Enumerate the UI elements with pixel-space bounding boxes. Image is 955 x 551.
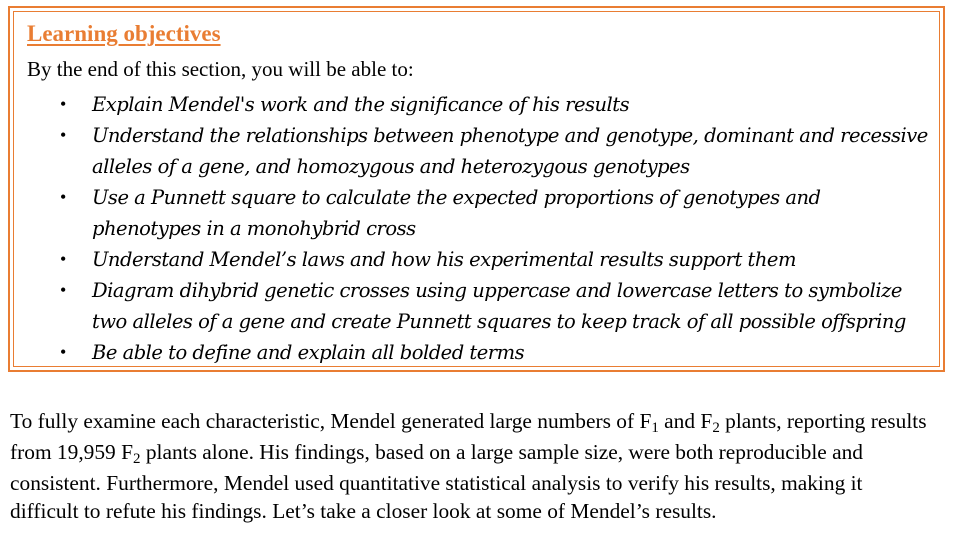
objective-item [58,244,928,275]
bullet-icon: • [60,187,66,207]
objective-item [58,120,928,182]
objective-item [58,182,928,244]
learning-objectives-box [8,6,945,372]
bullet-icon: • [60,94,66,114]
subscript-1: 1 [651,419,659,436]
paragraph-text: plants, reporting results from 19,959 F [10,409,927,464]
objective-text: Diagram dihybrid genetic crosses using uppercase and lowercase letters to symbolize two alleles of a gene and create Punnett squares to keep track of all possible offspring [92,279,906,333]
learning-objectives-title: Learning objectives [27,21,221,46]
objective-text: Be able to define and explain all bolded terms [92,341,525,364]
paragraph-text: To fully examine each characteristic, Mendel generated large numbers of F [10,409,652,433]
objective-item [58,337,928,368]
paragraph-text: and F [658,409,713,433]
bullet-icon: • [60,249,66,269]
learning-objectives-list [58,89,928,368]
bullet-icon: • [60,280,66,300]
subscript-2: 2 [133,450,141,467]
paragraph-text: plants alone. His findings, based on a large sample size, were both reproducible and consistent. Furthermore, Mendel used quantitative statistical analysis to verify his results, making it difficult to refute his findings. Let’s take a closer look at some of Mendel’s results. [10,440,864,523]
objective-text: Understand the relationships between phenotype and genotype, dominant and recessive alleles of a gene, and homozygous and heterozygous genotypes [92,124,928,178]
learning-objectives-intro: By the end of this section, you will be able to: [27,57,414,81]
objective-text: Understand Mendel’s laws and how his experimental results support them [92,248,796,271]
objective-text: Explain Mendel's work and the significance of his results [92,93,630,116]
objective-item [58,275,928,337]
bullet-icon: • [60,125,66,145]
objective-item [58,89,928,120]
body-paragraph [10,407,935,525]
objective-text: Use a Punnett square to calculate the expected proportions of genotypes and phenotypes in a monohybrid cross [92,186,821,240]
bullet-icon: • [60,342,66,362]
subscript-2: 2 [712,419,720,436]
